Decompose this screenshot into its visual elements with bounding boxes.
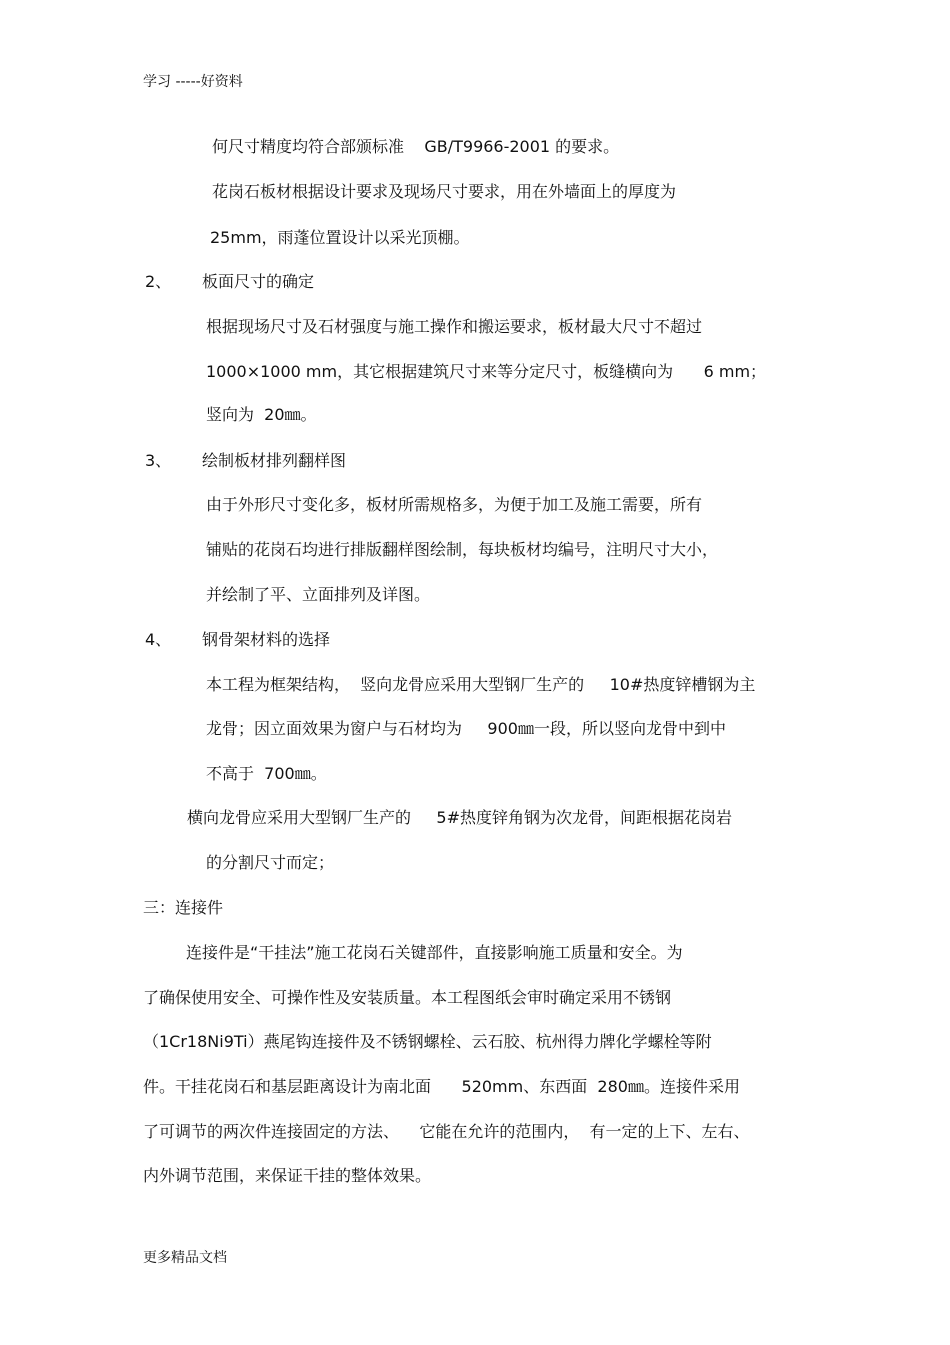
section-heading: 三：连接件 <box>143 898 224 917</box>
text-line: （1Cr18Ni9Ti）燕尾钩连接件及不锈钢螺栓、云石胶、杭州得力牌化学螺栓等附 <box>143 1032 712 1051</box>
section-number: 3、 <box>145 451 172 470</box>
text-line: 花岗石板材根据设计要求及现场尺寸要求，用在外墙面上的厚度为 <box>212 182 677 201</box>
text-line: 本工程为框架结构， 竖向龙骨应采用大型钢厂生产的 10#热度锌槽钢为主 <box>206 675 756 694</box>
text-line: 25mm，雨蓬位置设计以采光顶棚。 <box>210 228 470 247</box>
text-line: 根据现场尺寸及石材强度与施工操作和搬运要求，板材最大尺寸不超过 <box>206 317 703 336</box>
text-line: 件。干挂花岗石和基层距离设计为南北面 520mm、东西面 280㎜。连接件采用 <box>143 1077 740 1096</box>
page-footer: 更多精品文档 <box>143 1250 227 1266</box>
text-line: 连接件是“干挂法”施工花岗石关键部件，直接影响施工质量和安全。为 <box>186 943 683 962</box>
text-line: 内外调节范围，来保证干挂的整体效果。 <box>143 1166 432 1185</box>
section-heading: 板面尺寸的确定 <box>202 272 315 291</box>
page-header: 学习 -----好资料 <box>143 74 243 90</box>
section-number: 2、 <box>145 272 172 291</box>
text-line: 的分割尺寸而定； <box>206 853 335 872</box>
section-heading: 绘制板材排列翻样图 <box>202 451 347 470</box>
section-heading: 钢骨架材料的选择 <box>202 630 331 649</box>
text-line: 并绘制了平、立面排列及详图。 <box>206 585 431 604</box>
text-line: 了可调节的两次件连接固定的方法、 它能在允许的范围内， 有一定的上下、左右、 <box>143 1122 750 1141</box>
text-line: 何尺寸精度均符合部颁标准 GB/T9966-2001 的要求。 <box>212 137 620 156</box>
text-line: 龙骨；因立面效果为窗户与石材均为 900㎜一段，所以竖向龙骨中到中 <box>206 719 726 738</box>
text-line: 由于外形尺寸变化多，板材所需规格多，为便于加工及施工需要，所有 <box>206 495 703 514</box>
text-line: 不高于 700㎜。 <box>206 764 327 783</box>
text-line: 铺贴的花岗石均进行排版翻样图绘制，每块板材均编号，注明尺寸大小， <box>206 540 719 559</box>
text-line: 1000×1000 mm，其它根据建筑尺寸来等分定尺寸，板缝横向为 6 mm； <box>206 362 767 381</box>
text-line: 横向龙骨应采用大型钢厂生产的 5#热度锌角钢为次龙骨，间距根据花岗岩 <box>187 808 733 827</box>
text-line: 了确保使用安全、可操作性及安装质量。本工程图纸会审时确定采用不锈钢 <box>143 988 672 1007</box>
section-number: 4、 <box>145 630 172 649</box>
text-line: 竖向为 20㎜。 <box>206 405 317 424</box>
